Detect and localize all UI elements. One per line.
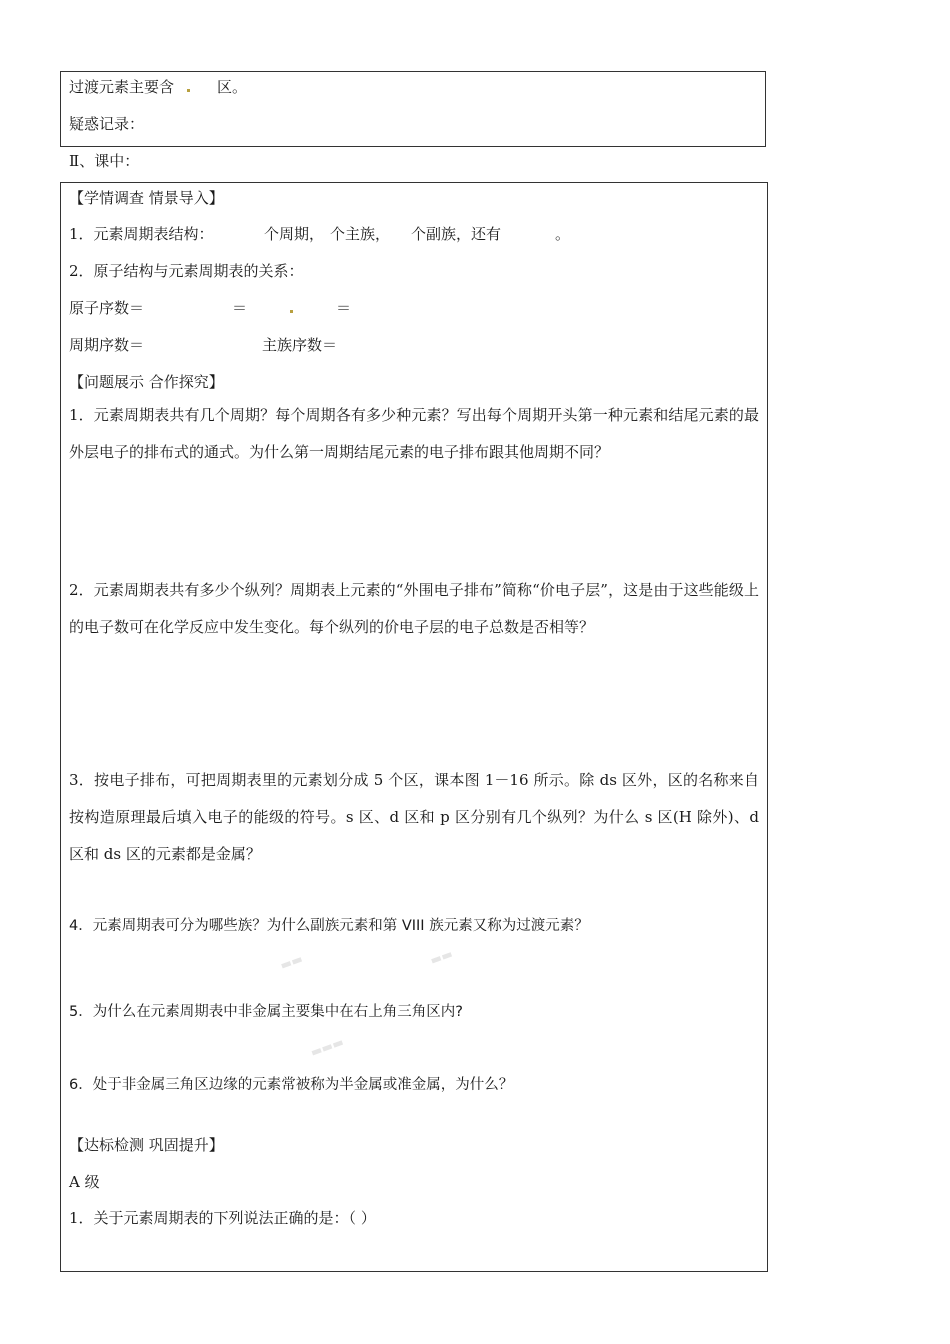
assessment-level: A 级 [69, 1173, 100, 1191]
survey-q1-prefix: 1．元素周期表结构： [69, 225, 214, 243]
survey-q2: 2．原子结构与元素周期表的关系： [69, 262, 304, 280]
main-group-number-label: 主族序数＝ [262, 336, 338, 354]
survey-q1-periods: 个周期， [264, 225, 325, 243]
watermark: ▬▬ [428, 946, 455, 968]
discussion-q4: 4．元素周期表可分为哪些族？为什么副族元素和第 VIII 族元素又称为过渡元素？ [69, 918, 589, 934]
watermark: ▬▬ [278, 951, 305, 973]
zone-suffix: 区。 [217, 78, 248, 96]
discussion-q5: 5．为什么在元素周期表中非金属主要集中在右上角三角区内? [69, 1004, 463, 1020]
equals-2: ＝ [336, 299, 352, 317]
discussion-q2: 2．元素周期表共有多少个纵列？周期表上元素的“外围电子排布”简称“价电子层”，这是由于这些能级上的电子数可在化学反应中发生变化。每个纵列的价电子层的电子总数是否相等？ [69, 581, 759, 636]
assessment-header: 【达标检测 巩固提升】 [69, 1136, 224, 1154]
discussion-q6: 6．处于非金属三角区边缘的元素常被称为半金属或准金属，为什么？ [69, 1077, 514, 1093]
atomic-number-label: 原子序数＝ [69, 299, 145, 317]
section-title: Ⅱ、课中： [69, 152, 140, 170]
survey-q1-main-groups: 个主族， [330, 225, 391, 243]
survey-header: 【学情调查 情景导入】 [69, 189, 224, 207]
doubts-label: 疑惑记录： [69, 115, 145, 133]
discussion-q1: 1．元素周期表共有几个周期？每个周期各有多少种元素？写出每个周期开头第一种元素和结尾元素的最外层电子的排布式的通式。为什么第一周期结尾元素的电子排布跟其他周期不同？ [69, 406, 759, 461]
lesson-box [60, 182, 768, 1272]
transition-elements-text: 过渡元素主要含 [69, 78, 175, 96]
equals-1: ＝ [232, 299, 248, 317]
watermark: ▬▬▬ [308, 1034, 346, 1060]
discussion-q3: 3．按电子排布，可把周期表里的元素划分成 5 个区，课本图 1－16 所示。除 ds 区外，区的名称来自按构造原理最后填入电子的能级的符号。s 区、d 区和 p 区分别有几个纵列？为什么 s 区(H 除外)、d 区和 ds 区的元素都是金属？ [69, 771, 759, 863]
marker-dot [187, 89, 190, 92]
discussion-header: 【问题展示 合作探究】 [69, 373, 224, 391]
survey-q1-sub-groups: 个副族，还有 [411, 225, 502, 243]
assessment-q1: 1．关于元素周期表的下列说法正确的是：（ ） [69, 1209, 376, 1227]
survey-q1-end: 。 [555, 225, 571, 243]
period-number-label: 周期序数＝ [69, 336, 145, 354]
marker-dot [290, 310, 293, 313]
